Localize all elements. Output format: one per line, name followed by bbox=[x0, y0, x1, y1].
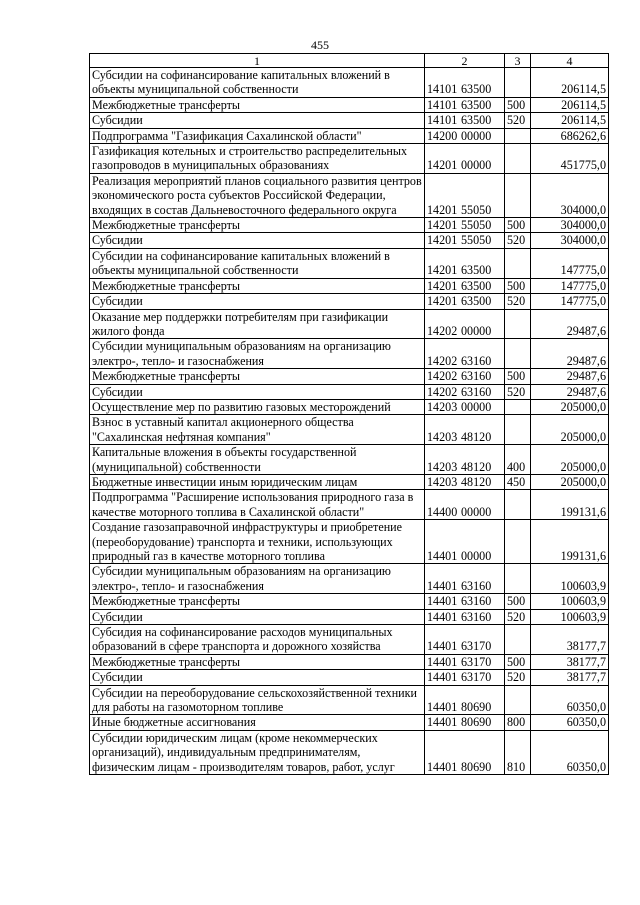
page-number: 455 bbox=[311, 38, 329, 52]
row-target-code bbox=[425, 339, 505, 369]
row-direction-code: 00000 bbox=[461, 158, 492, 173]
row-direction-code: 63500 bbox=[461, 278, 492, 293]
table-row bbox=[90, 248, 609, 278]
row-direction-code: 00000 bbox=[461, 323, 492, 338]
row-expense-type: 500 bbox=[505, 278, 531, 293]
row-target-code bbox=[425, 173, 505, 217]
row-direction-code: 63160 bbox=[461, 594, 492, 609]
row-name: Субсидии на софинансирование капитальных вложений в объекты муниципальной собственности bbox=[90, 248, 425, 278]
row-direction-code: 63160 bbox=[461, 578, 492, 593]
row-target-code bbox=[425, 670, 505, 685]
row-expense-type: 500 bbox=[505, 369, 531, 384]
row-target-code bbox=[425, 248, 505, 278]
table-row bbox=[90, 128, 609, 143]
row-amount: 147775,0 bbox=[531, 278, 609, 293]
row-expense-type bbox=[505, 309, 531, 339]
row-name: Субсидии муниципальным образованиям на организацию электро-, тепло- и газоснабжения bbox=[90, 564, 425, 594]
table-row bbox=[90, 625, 609, 655]
row-expense-type bbox=[505, 415, 531, 445]
table-row bbox=[90, 715, 609, 730]
row-expense-type bbox=[505, 144, 531, 174]
table-row bbox=[90, 294, 609, 309]
row-expense-type bbox=[505, 625, 531, 655]
row-target-code bbox=[425, 520, 505, 564]
row-program-code: 14401 bbox=[427, 759, 458, 774]
row-amount: 38177,7 bbox=[531, 654, 609, 669]
row-expense-type: 810 bbox=[505, 730, 531, 774]
row-program-code: 14401 bbox=[427, 700, 458, 715]
row-direction-code: 55050 bbox=[461, 218, 492, 233]
row-program-code: 14401 bbox=[427, 609, 458, 624]
row-target-code bbox=[425, 415, 505, 445]
row-program-code: 14101 bbox=[427, 113, 458, 128]
row-program-code: 14201 bbox=[427, 263, 458, 278]
row-program-code: 14401 bbox=[427, 594, 458, 609]
row-target-code bbox=[425, 474, 505, 489]
row-direction-code: 00000 bbox=[461, 549, 492, 563]
row-program-code: 14401 bbox=[427, 670, 458, 685]
row-amount: 205000,0 bbox=[531, 399, 609, 414]
row-name: Реализация мероприятий планов социального развития центров экономического роста субъектов Российской Федерации, входящих в состав Дальневосточного федерального округа bbox=[90, 173, 425, 217]
row-expense-type: 520 bbox=[505, 384, 531, 399]
row-expense-type bbox=[505, 173, 531, 217]
table-row bbox=[90, 445, 609, 475]
table-row bbox=[90, 278, 609, 293]
row-target-code bbox=[425, 113, 505, 128]
row-name: Субсидии юридическим лицам (кроме некоммерческих организаций), индивидуальным предпринимателям, физическим лицам - производителям товаров, работ, услуг bbox=[90, 730, 425, 774]
header-col-3: 3 bbox=[505, 54, 531, 68]
row-amount: 199131,6 bbox=[531, 490, 609, 520]
row-program-code: 14201 bbox=[427, 294, 458, 309]
row-program-code: 14101 bbox=[427, 82, 458, 97]
row-direction-code: 48120 bbox=[461, 429, 492, 444]
row-direction-code: 80690 bbox=[461, 700, 492, 715]
row-target-code bbox=[425, 233, 505, 248]
row-amount: 205000,0 bbox=[531, 445, 609, 475]
row-expense-type: 500 bbox=[505, 218, 531, 233]
row-target-code bbox=[425, 384, 505, 399]
row-name: Субсидии bbox=[90, 294, 425, 309]
row-direction-code: 63500 bbox=[461, 97, 492, 112]
row-target-code bbox=[425, 730, 505, 774]
row-name: Межбюджетные трансферты bbox=[90, 218, 425, 233]
row-direction-code: 63160 bbox=[461, 369, 492, 384]
table-row bbox=[90, 415, 609, 445]
row-direction-code: 63160 bbox=[461, 609, 492, 624]
row-direction-code: 63160 bbox=[461, 384, 492, 399]
row-expense-type bbox=[505, 685, 531, 715]
table-row bbox=[90, 730, 609, 774]
row-amount: 147775,0 bbox=[531, 248, 609, 278]
row-target-code bbox=[425, 625, 505, 655]
row-amount: 147775,0 bbox=[531, 294, 609, 309]
row-program-code: 14200 bbox=[427, 128, 458, 143]
row-expense-type: 520 bbox=[505, 294, 531, 309]
row-amount: 38177,7 bbox=[531, 625, 609, 655]
row-expense-type: 500 bbox=[505, 594, 531, 609]
row-target-code bbox=[425, 144, 505, 174]
table-row bbox=[90, 670, 609, 685]
row-name: Субсидии муниципальным образованиям на организацию электро-, тепло- и газоснабжения bbox=[90, 339, 425, 369]
table-row bbox=[90, 218, 609, 233]
row-name: Подпрограмма "Газификация Сахалинской области" bbox=[90, 128, 425, 143]
row-name: Межбюджетные трансферты bbox=[90, 369, 425, 384]
table-row bbox=[90, 490, 609, 520]
row-amount: 60350,0 bbox=[531, 685, 609, 715]
row-name: Взнос в уставный капитал акционерного общества "Сахалинская нефтяная компания" bbox=[90, 415, 425, 445]
row-program-code: 14203 bbox=[427, 459, 458, 474]
row-target-code bbox=[425, 294, 505, 309]
row-amount: 205000,0 bbox=[531, 474, 609, 489]
row-amount: 304000,0 bbox=[531, 218, 609, 233]
row-program-code: 14201 bbox=[427, 233, 458, 248]
row-program-code: 14401 bbox=[427, 639, 458, 654]
row-direction-code: 63500 bbox=[461, 263, 492, 278]
table-row bbox=[90, 173, 609, 217]
row-name: Субсидии на софинансирование капитальных вложений в объекты муниципальной собственности bbox=[90, 68, 425, 98]
table-header-row bbox=[90, 54, 609, 68]
row-direction-code: 63170 bbox=[461, 639, 492, 654]
row-direction-code: 48120 bbox=[461, 459, 492, 474]
table-row bbox=[90, 233, 609, 248]
row-program-code: 14201 bbox=[427, 218, 458, 233]
row-program-code: 14401 bbox=[427, 549, 458, 563]
row-program-code: 14202 bbox=[427, 323, 458, 338]
row-direction-code: 63160 bbox=[461, 353, 492, 368]
row-expense-type bbox=[505, 490, 531, 520]
table-row bbox=[90, 474, 609, 489]
table-row bbox=[90, 369, 609, 384]
row-expense-type: 520 bbox=[505, 670, 531, 685]
row-program-code: 14101 bbox=[427, 97, 458, 112]
row-direction-code: 80690 bbox=[461, 759, 492, 774]
row-amount: 29487,6 bbox=[531, 339, 609, 369]
row-name: Субсидии bbox=[90, 609, 425, 624]
row-expense-type bbox=[505, 564, 531, 594]
header-col-2: 2 bbox=[425, 54, 505, 68]
table-row bbox=[90, 97, 609, 112]
row-target-code bbox=[425, 654, 505, 669]
row-name: Субсидии bbox=[90, 670, 425, 685]
row-amount: 206114,5 bbox=[531, 68, 609, 98]
row-amount: 29487,6 bbox=[531, 384, 609, 399]
row-expense-type bbox=[505, 128, 531, 143]
row-direction-code: 48120 bbox=[461, 474, 492, 489]
table-row bbox=[90, 609, 609, 624]
row-name: Подпрограмма "Расширение использования природного газа в качестве моторного топлива в Сахалинской области" bbox=[90, 490, 425, 520]
row-direction-code: 63500 bbox=[461, 113, 492, 128]
row-target-code bbox=[425, 218, 505, 233]
row-amount: 686262,6 bbox=[531, 128, 609, 143]
row-expense-type bbox=[505, 520, 531, 564]
row-name: Субсидии на переоборудование сельскохозяйственной техники для работы на газомоторном топливе bbox=[90, 685, 425, 715]
row-target-code bbox=[425, 715, 505, 730]
row-expense-type: 500 bbox=[505, 97, 531, 112]
row-target-code bbox=[425, 490, 505, 520]
row-amount: 205000,0 bbox=[531, 415, 609, 445]
row-target-code bbox=[425, 369, 505, 384]
row-program-code: 14203 bbox=[427, 399, 458, 414]
header-col-4: 4 bbox=[531, 54, 609, 68]
row-program-code: 14201 bbox=[427, 278, 458, 293]
row-amount: 60350,0 bbox=[531, 715, 609, 730]
row-direction-code: 63500 bbox=[461, 294, 492, 309]
row-target-code bbox=[425, 564, 505, 594]
row-name: Бюджетные инвестиции иным юридическим лицам bbox=[90, 474, 425, 489]
table-row bbox=[90, 654, 609, 669]
row-program-code: 14201 bbox=[427, 158, 458, 173]
row-name: Межбюджетные трансферты bbox=[90, 97, 425, 112]
row-target-code bbox=[425, 399, 505, 414]
table-row bbox=[90, 113, 609, 128]
row-name: Иные бюджетные ассигнования bbox=[90, 715, 425, 730]
row-program-code: 14400 bbox=[427, 504, 458, 519]
row-expense-type bbox=[505, 248, 531, 278]
row-amount: 29487,6 bbox=[531, 309, 609, 339]
row-target-code bbox=[425, 445, 505, 475]
row-direction-code: 55050 bbox=[461, 233, 492, 248]
row-expense-type: 500 bbox=[505, 654, 531, 669]
row-expense-type: 800 bbox=[505, 715, 531, 730]
row-direction-code: 00000 bbox=[461, 128, 492, 143]
row-name: Субсидии bbox=[90, 384, 425, 399]
row-amount: 29487,6 bbox=[531, 369, 609, 384]
row-expense-type: 520 bbox=[505, 609, 531, 624]
row-expense-type: 520 bbox=[505, 233, 531, 248]
row-expense-type bbox=[505, 68, 531, 98]
row-expense-type: 400 bbox=[505, 445, 531, 475]
row-expense-type: 450 bbox=[505, 474, 531, 489]
row-amount: 451775,0 bbox=[531, 144, 609, 174]
row-amount: 206114,5 bbox=[531, 113, 609, 128]
table-row bbox=[90, 399, 609, 414]
table-row bbox=[90, 594, 609, 609]
row-program-code: 14401 bbox=[427, 654, 458, 669]
row-amount: 206114,5 bbox=[531, 97, 609, 112]
row-amount: 304000,0 bbox=[531, 173, 609, 217]
row-target-code bbox=[425, 309, 505, 339]
row-program-code: 14203 bbox=[427, 429, 458, 444]
row-direction-code: 00000 bbox=[461, 399, 492, 414]
row-target-code bbox=[425, 68, 505, 98]
row-expense-type: 520 bbox=[505, 113, 531, 128]
row-target-code bbox=[425, 685, 505, 715]
table-row bbox=[90, 520, 609, 564]
row-target-code bbox=[425, 278, 505, 293]
row-name: Межбюджетные трансферты bbox=[90, 278, 425, 293]
row-expense-type bbox=[505, 399, 531, 414]
row-program-code: 14201 bbox=[427, 202, 458, 217]
row-program-code: 14202 bbox=[427, 384, 458, 399]
table-row bbox=[90, 564, 609, 594]
row-amount: 100603,9 bbox=[531, 564, 609, 594]
table-row bbox=[90, 384, 609, 399]
row-program-code: 14401 bbox=[427, 715, 458, 730]
table-row bbox=[90, 68, 609, 98]
row-target-code bbox=[425, 609, 505, 624]
row-name: Субсидии bbox=[90, 233, 425, 248]
row-name: Газификация котельных и строительство распределительных газопроводов в муниципальных образованиях bbox=[90, 144, 425, 174]
row-name: Создание газозаправочной инфраструктуры и приобретение (переоборудование) транспорта и техники, использующих природный газ в качестве моторного топлива bbox=[90, 520, 425, 564]
row-direction-code: 63500 bbox=[461, 82, 492, 97]
row-target-code bbox=[425, 128, 505, 143]
row-name: Осуществление мер по развитию газовых месторождений bbox=[90, 399, 425, 414]
row-expense-type bbox=[505, 339, 531, 369]
row-target-code bbox=[425, 97, 505, 112]
row-amount: 199131,6 bbox=[531, 520, 609, 564]
row-direction-code: 80690 bbox=[461, 715, 492, 730]
row-name: Капитальные вложения в объекты государственной (муниципальной) собственности bbox=[90, 445, 425, 475]
row-amount: 100603,9 bbox=[531, 609, 609, 624]
row-direction-code: 55050 bbox=[461, 202, 492, 217]
row-amount: 100603,9 bbox=[531, 594, 609, 609]
budget-table bbox=[89, 53, 609, 775]
header-col-1: 1 bbox=[90, 54, 425, 68]
row-program-code: 14202 bbox=[427, 353, 458, 368]
table-row bbox=[90, 309, 609, 339]
row-program-code: 14203 bbox=[427, 474, 458, 489]
row-direction-code: 63170 bbox=[461, 670, 492, 685]
row-name: Субсидии bbox=[90, 113, 425, 128]
row-name: Оказание мер поддержки потребителям при газификации жилого фонда bbox=[90, 309, 425, 339]
row-amount: 304000,0 bbox=[531, 233, 609, 248]
table-row bbox=[90, 685, 609, 715]
table-row bbox=[90, 144, 609, 174]
row-name: Субсидия на софинансирование расходов муниципальных образований в сфере транспорта и дорожного хозяйства bbox=[90, 625, 425, 655]
table-row bbox=[90, 339, 609, 369]
row-amount: 60350,0 bbox=[531, 730, 609, 774]
row-program-code: 14202 bbox=[427, 369, 458, 384]
row-program-code: 14401 bbox=[427, 578, 458, 593]
row-direction-code: 63170 bbox=[461, 654, 492, 669]
row-amount: 38177,7 bbox=[531, 670, 609, 685]
row-target-code bbox=[425, 594, 505, 609]
row-name: Межбюджетные трансферты bbox=[90, 594, 425, 609]
row-direction-code: 00000 bbox=[461, 504, 492, 519]
row-name: Межбюджетные трансферты bbox=[90, 654, 425, 669]
